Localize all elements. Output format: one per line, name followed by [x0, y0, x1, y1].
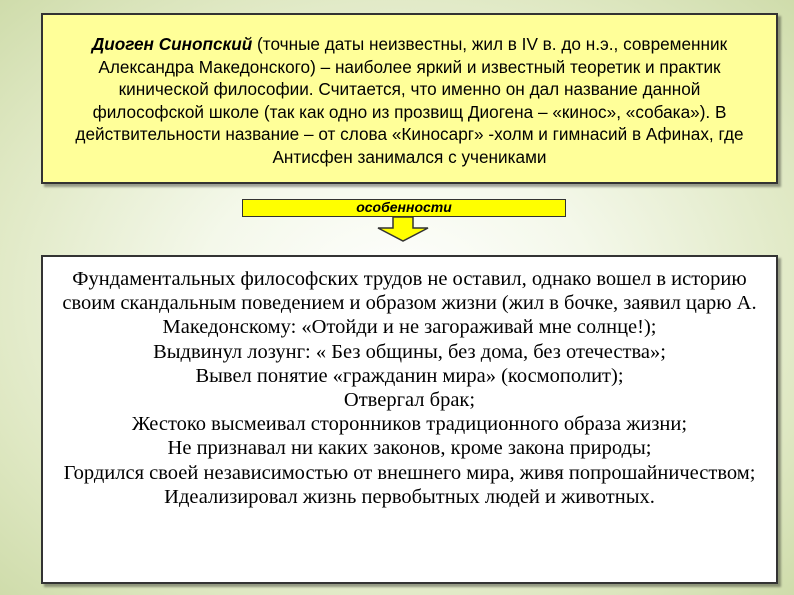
feature-item: Вывел понятие «гражданин мира» (космополит); — [195, 364, 624, 387]
biography-box — [41, 13, 778, 184]
down-arrow-icon — [377, 216, 429, 242]
feature-item: Отвергал брак; — [343, 389, 476, 412]
features-box — [41, 255, 778, 584]
feature-item: Гордился своей независимостью от внешнего мира, живя попрошайничеством; — [63, 461, 756, 484]
feature-item: Идеализировал жизнь первобытных людей и животных. — [164, 485, 655, 508]
philosopher-name: Диоген Синопский — [91, 34, 253, 54]
feature-item: Фундаментальных философских трудов не оставил, однако вошел в историю своим скандальным поведением и образом жизни (жил в бочке, заявил царю А. Македонскому: «Отойди и не загораживай мне солнце!); — [62, 268, 757, 339]
feature-item: Не признавал ни каких законов, кроме закона природы; — [167, 437, 652, 460]
biography-text: (точные даты неизвестны, жил в IV в. до н.э., современник Александра Македонского) – наиболее яркий и известный теоретик и практик кинической философии. Считается, что именно он дал название данной философской школе (так как одно из прозвищ Диогена – «кинос», «собака»). В действительности название – от слова «Киносарг» -холм и гимнасий в Афинах, где Антисфен занимался с учениками — [75, 34, 744, 167]
feature-item: Выдвинул лозунг: « Без общины, без дома, без отечества»; — [153, 340, 666, 363]
features-ribbon: особенности — [242, 199, 566, 217]
feature-item: Жестоко высмеивал сторонников традиционного образа жизни; — [131, 413, 688, 436]
